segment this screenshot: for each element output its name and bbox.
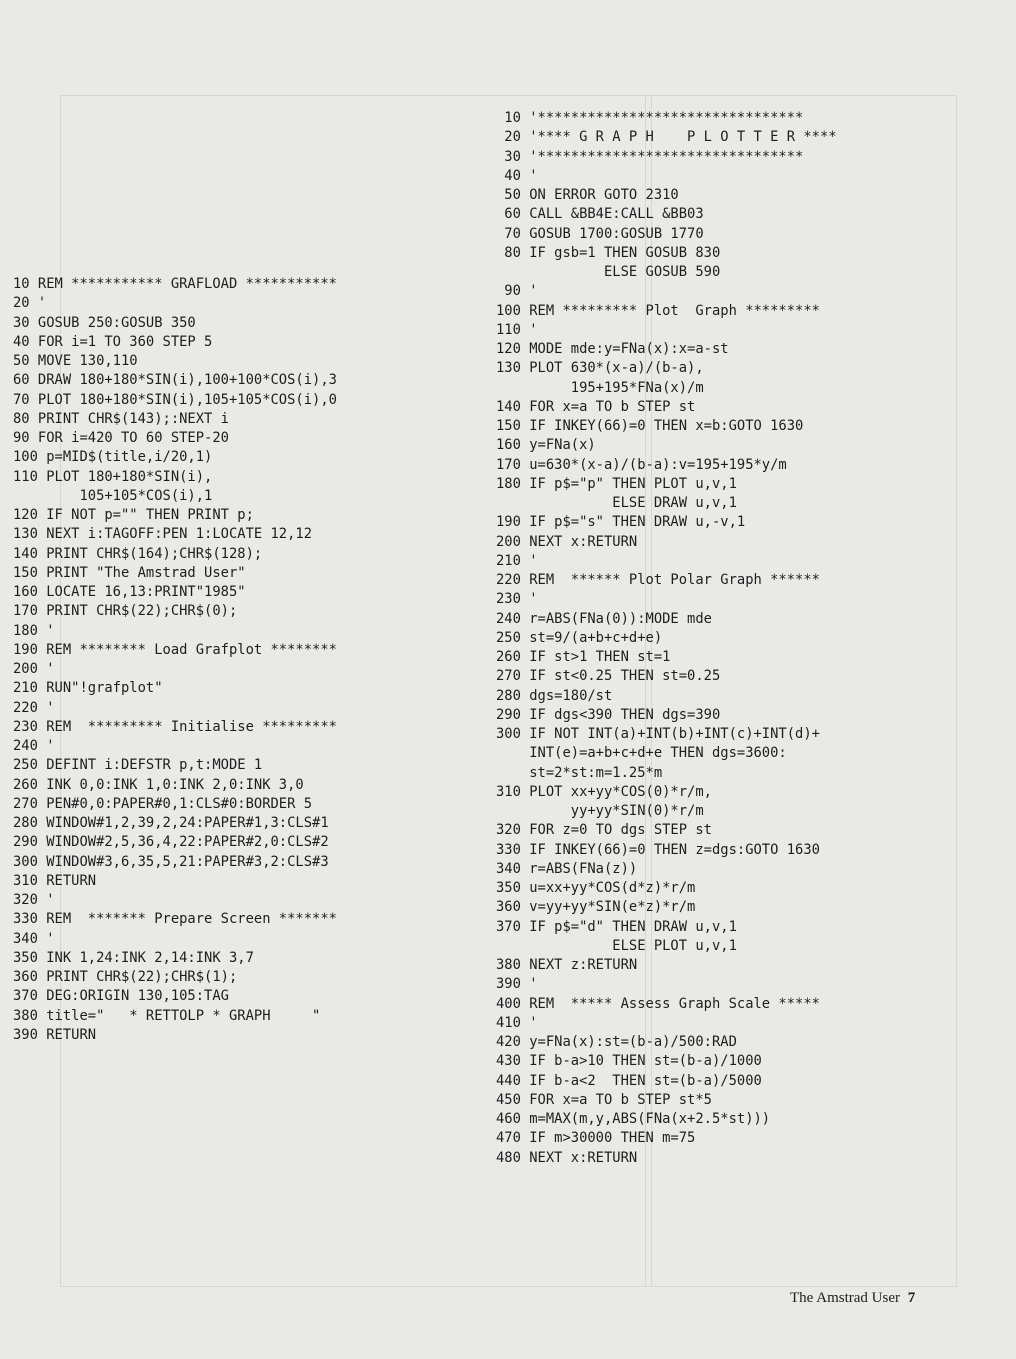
- code-line: 290 WINDOW#2,5,36,4,22:PAPER#2,0:CLS#2: [13, 834, 329, 851]
- code-line: 120 MODE mde:y=FNa(x):x=a-st: [496, 341, 729, 357]
- code-line: 250 DEFINT i:DEFSTR p,t:MODE 1: [13, 757, 263, 774]
- code-line: 50 MOVE 130,110: [13, 353, 138, 369]
- code-line: 260 INK 0,0:INK 1,0:INK 2,0:INK 3,0: [13, 776, 304, 793]
- code-line: 90 ': [496, 283, 538, 300]
- code-line: ELSE DRAW u,v,1: [496, 495, 737, 511]
- code-line: 10 REM *********** GRAFLOAD ***********: [13, 276, 337, 292]
- code-line: 460 m=MAX(m,y,ABS(FNa(x+2.5*st))): [496, 1111, 771, 1127]
- code-line: 210 RUN"!grafplot": [13, 680, 163, 697]
- code-line: 160 LOCATE 16,13:PRINT"1985": [13, 584, 246, 600]
- code-line: 300 WINDOW#3,6,35,5,21:PAPER#3,2:CLS#3: [13, 853, 329, 870]
- code-line: 290 IF dgs<390 THEN dgs=390: [496, 706, 721, 723]
- code-line: 105+105*COS(i),1: [13, 487, 213, 504]
- code-line: 30 GOSUB 250:GOSUB 350: [13, 314, 196, 331]
- code-line: 10 '********************************: [496, 110, 804, 126]
- code-line: 60 CALL &BB4E:CALL &BB03: [496, 206, 704, 223]
- code-line: 150 IF INKEY(66)=0 THEN x=b:GOTO 1630: [496, 418, 804, 434]
- code-line: 40 FOR i=1 TO 360 STEP 5: [13, 333, 213, 350]
- code-line: 60 DRAW 180+180*SIN(i),100+100*COS(i),3: [13, 372, 337, 389]
- page-number: 7: [907, 1290, 916, 1306]
- code-line: 230 ': [496, 591, 538, 608]
- code-line: 140 FOR x=a TO b STEP st: [496, 398, 696, 415]
- code-line: 70 PLOT 180+180*SIN(i),105+105*COS(i),0: [13, 391, 337, 408]
- code-line: 230 REM ********* Initialise *********: [13, 718, 337, 735]
- code-line: 50 ON ERROR GOTO 2310: [496, 187, 679, 203]
- code-line: ELSE GOSUB 590: [496, 264, 721, 280]
- code-line: 330 IF INKEY(66)=0 THEN z=dgs:GOTO 1630: [496, 841, 820, 858]
- code-line: 450 FOR x=a TO b STEP st*5: [496, 1091, 712, 1108]
- code-line: 320 ': [13, 892, 55, 908]
- code-line: 400 REM ***** Assess Graph Scale *****: [496, 995, 820, 1012]
- code-line: 180 ': [13, 622, 55, 639]
- code-line: 300 IF NOT INT(a)+INT(b)+INT(c)+INT(d)+: [496, 726, 820, 742]
- code-line: 410 ': [496, 1014, 538, 1031]
- code-line: 100 REM ********* Plot Graph *********: [496, 302, 820, 319]
- code-listing-left: [13, 275, 337, 1045]
- code-line: 420 y=FNa(x):st=(b-a)/500:RAD: [496, 1034, 737, 1050]
- code-line: 195+195*FNa(x)/m: [496, 379, 704, 396]
- code-line: 160 y=FNa(x): [496, 437, 596, 454]
- code-line: 110 ': [496, 321, 538, 338]
- code-line: 340 ': [13, 930, 55, 947]
- code-line: 360 v=yy+yy*SIN(e*z)*r/m: [496, 899, 696, 916]
- code-line: 40 ': [496, 167, 538, 184]
- code-line: 210 ': [496, 552, 538, 569]
- code-line: 390 RETURN: [13, 1026, 97, 1043]
- publication-name: The Amstrad User: [790, 1290, 900, 1306]
- code-line: 470 IF m>30000 THEN m=75: [496, 1130, 696, 1147]
- code-line: 360 PRINT CHR$(22);CHR$(1);: [13, 969, 238, 985]
- code-line: st=2*st:m=1.25*m: [496, 764, 663, 781]
- code-line: 100 p=MID$(title,i/20,1): [13, 449, 213, 466]
- code-line: 330 REM ******* Prepare Screen *******: [13, 911, 337, 928]
- code-line: 260 IF st>1 THEN st=1: [496, 649, 671, 665]
- code-line: 280 WINDOW#1,2,39,2,24:PAPER#1,3:CLS#1: [13, 815, 329, 831]
- code-line: 170 u=630*(x-a)/(b-a):v=195+195*y/m: [496, 456, 787, 473]
- code-line: INT(e)=a+b+c+d+e THEN dgs=3600:: [496, 745, 787, 762]
- code-line: 440 IF b-a<2 THEN st=(b-a)/5000: [496, 1072, 762, 1089]
- code-line: ELSE PLOT u,v,1: [496, 937, 737, 954]
- code-line: 20 '**** G R A P H P L O T T E R ****: [496, 129, 837, 146]
- page-footer: [790, 1290, 915, 1307]
- code-line: 380 title=" * RETTOLP * GRAPH ": [13, 1007, 321, 1024]
- code-line: 380 NEXT z:RETURN: [496, 957, 638, 973]
- code-line: 20 ': [13, 295, 47, 312]
- code-line: 480 NEXT x:RETURN: [496, 1149, 638, 1166]
- code-line: 150 PRINT "The Amstrad User": [13, 564, 246, 581]
- code-line: 170 PRINT CHR$(22);CHR$(0);: [13, 603, 238, 620]
- code-line: 270 IF st<0.25 THEN st=0.25: [496, 668, 721, 685]
- code-line: 310 PLOT xx+yy*COS(0)*r/m,: [496, 783, 712, 800]
- code-line: 370 IF p$="d" THEN DRAW u,v,1: [496, 918, 737, 935]
- code-listing-right: [496, 109, 837, 1168]
- code-line: 220 ': [13, 699, 55, 716]
- code-line: 190 REM ******** Load Grafplot ********: [13, 641, 337, 658]
- code-line: 430 IF b-a>10 THEN st=(b-a)/1000: [496, 1053, 762, 1070]
- code-line: 140 PRINT CHR$(164);CHR$(128);: [13, 545, 263, 562]
- code-line: 200 ': [13, 661, 55, 677]
- code-line: 320 FOR z=0 TO dgs STEP st: [496, 822, 712, 839]
- code-line: 80 PRINT CHR$(143);:NEXT i: [13, 410, 229, 427]
- code-line: 180 IF p$="p" THEN PLOT u,v,1: [496, 475, 737, 492]
- code-line: 110 PLOT 180+180*SIN(i),: [13, 468, 213, 485]
- code-line: 390 ': [496, 976, 538, 993]
- code-line: 30 '********************************: [496, 148, 804, 165]
- code-line: 370 DEG:ORIGIN 130,105:TAG: [13, 988, 229, 1005]
- code-line: 250 st=9/(a+b+c+d+e): [496, 629, 663, 646]
- code-line: 80 IF gsb=1 THEN GOSUB 830: [496, 244, 721, 261]
- code-line: 340 r=ABS(FNa(z)): [496, 860, 638, 877]
- code-line: 70 GOSUB 1700:GOSUB 1770: [496, 225, 704, 242]
- code-line: 120 IF NOT p="" THEN PRINT p;: [13, 507, 254, 523]
- code-line: 350 u=xx+yy*COS(d*z)*r/m: [496, 880, 696, 896]
- code-line: 190 IF p$="s" THEN DRAW u,-v,1: [496, 514, 746, 531]
- code-line: 270 PEN#0,0:PAPER#0,1:CLS#0:BORDER 5: [13, 795, 313, 812]
- code-line: 240 ': [13, 738, 55, 754]
- code-line: 130 NEXT i:TAGOFF:PEN 1:LOCATE 12,12: [13, 526, 313, 543]
- code-line: 240 r=ABS(FNa(0)):MODE mde: [496, 610, 712, 627]
- code-line: 90 FOR i=420 TO 60 STEP-20: [13, 430, 229, 446]
- code-line: 350 INK 1,24:INK 2,14:INK 3,7: [13, 949, 254, 966]
- code-line: yy+yy*SIN(0)*r/m: [496, 803, 704, 819]
- code-line: 130 PLOT 630*(x-a)/(b-a),: [496, 360, 704, 377]
- code-line: 310 RETURN: [13, 872, 97, 889]
- code-line: 200 NEXT x:RETURN: [496, 533, 638, 550]
- code-line: 280 dgs=180/st: [496, 687, 613, 704]
- code-line: 220 REM ****** Plot Polar Graph ******: [496, 572, 820, 588]
